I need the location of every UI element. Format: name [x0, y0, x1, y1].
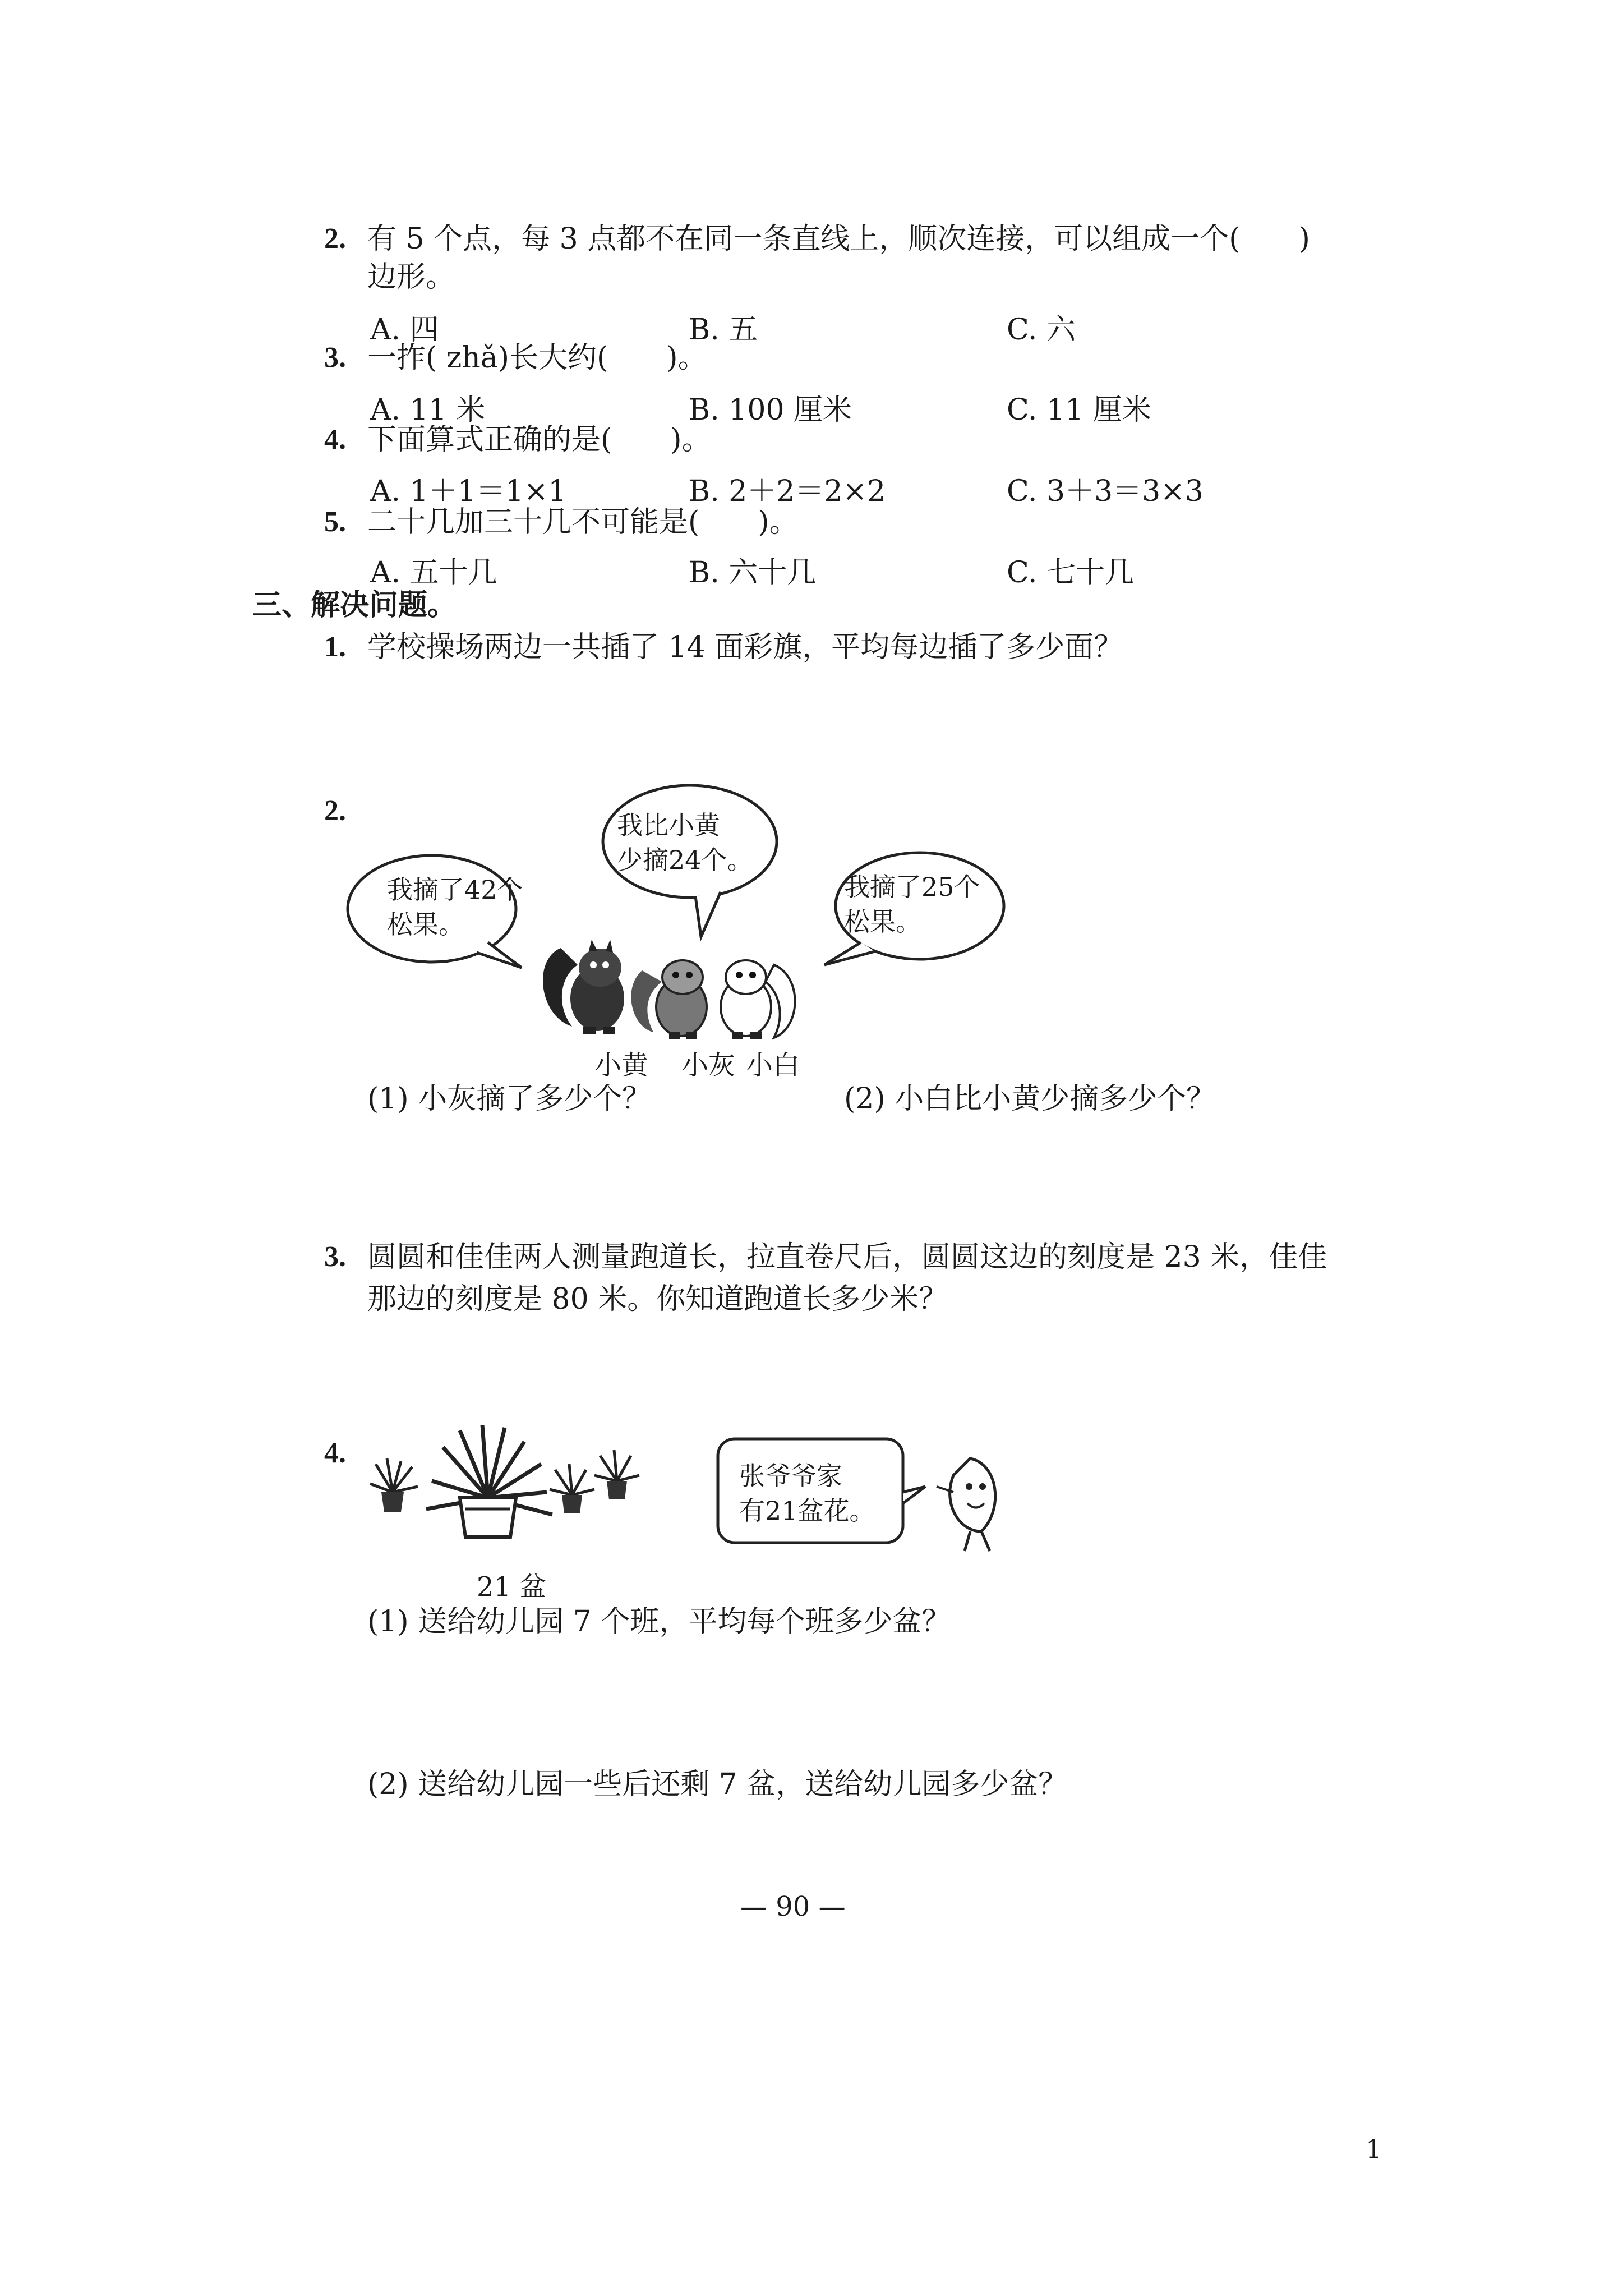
section-heading: 三、解决问题。: [252, 588, 457, 622]
bubble-left-line2: 松果。: [387, 909, 464, 940]
name-xiaohui: 小灰: [681, 1050, 736, 1081]
option-a: A. 11 米: [370, 393, 486, 427]
page-number: — 90 —: [740, 1891, 846, 1922]
option-c: C. 11 厘米: [1007, 393, 1151, 427]
question-text-cont: 边形。: [367, 260, 455, 294]
question-number: 2.: [324, 223, 346, 255]
potted-plant-icon: [550, 1464, 594, 1513]
question-number: 1.: [324, 631, 346, 663]
bubble-right-line2: 松果。: [844, 907, 921, 937]
flower-pots-illustration: [359, 1425, 1032, 1571]
question-text-cont: 那边的刻度是 80 米。你知道跑道长多少米？: [367, 1282, 948, 1316]
squirrel-icon: [721, 960, 795, 1039]
option-c: C. 七十几: [1007, 556, 1134, 590]
question-number: 2.: [324, 795, 346, 827]
potted-plant-icon: [594, 1450, 639, 1499]
bubble-right-line1: 我摘了25个: [844, 872, 980, 902]
question-text: 圆圆和佳佳两人测量跑道长，拉直卷尺后，圆圆这边的刻度是 23 米，佳佳: [367, 1240, 1327, 1274]
question-text: 学校操场两边一共插了 14 面彩旗，平均每边插了多少面？: [367, 631, 1123, 664]
option-b: B. 100 厘米: [689, 393, 852, 427]
plant-count-label: 21 盆: [477, 1571, 547, 1603]
sub-question-1: (1) 送给幼儿园 7 个班，平均每个班多少盆？: [367, 1605, 951, 1639]
option-a: A. 五十几: [370, 556, 497, 590]
sub-question-1: (1) 小灰摘了多少个？: [367, 1082, 652, 1116]
name-xiaobai: 小白: [746, 1050, 800, 1081]
question-number: 4.: [324, 1437, 346, 1469]
corner-page-number: 1: [1366, 2134, 1382, 2164]
squirrel-icon: [631, 960, 707, 1039]
option-b: B. 五: [689, 313, 758, 347]
potted-plant-icon: [370, 1458, 418, 1512]
bubble-middle-line2: 少摘24个。: [617, 845, 753, 875]
question-number: 3.: [324, 342, 346, 374]
option-b: B. 2＋2＝2×2: [689, 475, 886, 508]
potted-plant-icon: [426, 1425, 552, 1537]
question-number: 4.: [324, 424, 346, 455]
sub-question-2: (2) 送给幼儿园一些后还剩 7 盆，送给幼儿园多少盆？: [367, 1768, 1068, 1801]
cartoon-character-icon: [937, 1458, 995, 1551]
squirrel-icon: [543, 940, 624, 1034]
option-a: A. 四: [370, 313, 439, 347]
question-text: 有 5 个点，每 3 点都不在同一条直线上，顺次连接，可以组成一个( ): [367, 222, 1310, 256]
question-text: 二十几加三十几不可能是( )。: [367, 505, 799, 539]
bubble-line1: 张爷爷家: [739, 1461, 842, 1491]
bubble-middle-line1: 我比小黄: [617, 810, 720, 840]
option-a: A. 1＋1＝1×1: [370, 475, 567, 508]
question-number: 3.: [324, 1241, 346, 1273]
sub-question-2: (2) 小白比小黄少摘多少个？: [844, 1082, 1216, 1116]
bubble-left-line1: 我摘了42个: [387, 875, 523, 905]
name-xiaohuang: 小黄: [594, 1050, 649, 1081]
question-text: 下面算式正确的是( )。: [367, 423, 711, 457]
option-c: C. 六: [1007, 313, 1076, 347]
question-number: 5.: [324, 506, 346, 538]
option-c: C. 3＋3＝3×3: [1007, 475, 1204, 508]
bubble-line2: 有21盆花。: [739, 1496, 875, 1526]
question-text: 一拃( zhǎ)长大约( )。: [367, 341, 707, 375]
option-b: B. 六十几: [689, 556, 817, 590]
